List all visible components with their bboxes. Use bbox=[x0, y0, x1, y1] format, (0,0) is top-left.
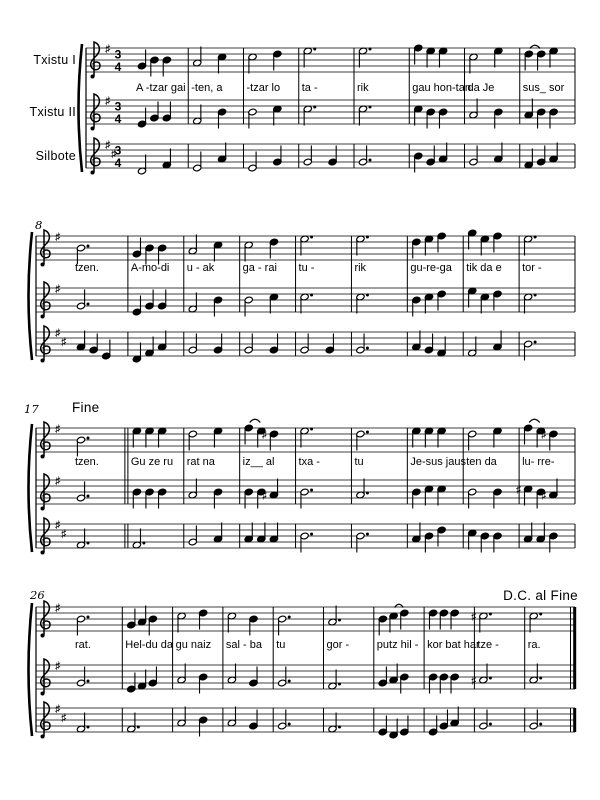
sharp-icon: ♯ bbox=[111, 148, 117, 160]
dotted-half-note bbox=[358, 47, 371, 67]
augmentation-dot bbox=[313, 48, 316, 51]
measure bbox=[191, 47, 226, 172]
tie bbox=[250, 419, 261, 422]
augmentation-dot bbox=[87, 542, 90, 545]
dotted-half-note bbox=[300, 293, 313, 313]
half-note bbox=[469, 99, 478, 119]
augmentation-dot bbox=[539, 677, 542, 680]
quarter-note bbox=[480, 235, 489, 255]
quarter-note bbox=[549, 143, 558, 163]
system-brace bbox=[29, 232, 33, 360]
half-note bbox=[248, 53, 257, 73]
sharp-icon: ♯ bbox=[61, 336, 67, 348]
quarter-note bbox=[389, 612, 398, 632]
augmentation-dot bbox=[310, 489, 313, 492]
augmentation-dot bbox=[310, 428, 313, 431]
half-note bbox=[177, 707, 186, 727]
quarter-note bbox=[145, 337, 154, 357]
sharp-icon: ♯ bbox=[105, 139, 111, 151]
augmentation-dot bbox=[366, 236, 369, 239]
quarter-note bbox=[414, 105, 423, 125]
system-brace bbox=[29, 603, 33, 736]
quarter-note bbox=[213, 427, 222, 447]
dotted-half-note bbox=[529, 664, 542, 684]
augmentation-dot bbox=[489, 677, 492, 680]
quarter-note bbox=[257, 523, 266, 543]
staff-txistu-1 bbox=[36, 607, 575, 631]
instrument-label-txistu-2: Txistu II bbox=[29, 105, 76, 119]
dotted-half-note bbox=[356, 293, 369, 313]
sharp-icon: ♯ bbox=[541, 429, 547, 441]
lyric-text: lu- rre- bbox=[522, 456, 555, 468]
quarter-note bbox=[439, 143, 448, 163]
augmentation-dot bbox=[369, 106, 372, 109]
dotted-half-note bbox=[358, 105, 371, 125]
half-note bbox=[468, 337, 477, 357]
augmentation-dot bbox=[366, 492, 369, 495]
dotted-half-note bbox=[303, 47, 316, 67]
sharp-icon: ♯ bbox=[261, 429, 267, 441]
quarter-note bbox=[76, 331, 85, 351]
time-signature-numerator: 3 bbox=[114, 99, 122, 114]
quarter-note bbox=[145, 427, 154, 447]
quarter-note bbox=[494, 47, 503, 67]
sharp-icon: ♯ bbox=[541, 490, 547, 502]
half-note bbox=[469, 53, 478, 73]
dotted-half-note bbox=[328, 606, 341, 626]
fine-marking: Fine bbox=[72, 400, 100, 415]
lyric-text: tzen. bbox=[75, 456, 99, 468]
half-note bbox=[177, 612, 186, 632]
lyric-text: putz hil - bbox=[376, 639, 419, 651]
half-note bbox=[188, 235, 197, 255]
quarter-note bbox=[213, 241, 222, 261]
quarter-note bbox=[480, 293, 489, 313]
quarter-note bbox=[437, 485, 446, 505]
quarter-note bbox=[218, 53, 227, 73]
measure bbox=[412, 44, 471, 172]
augmentation-dot bbox=[489, 613, 492, 616]
time-signature-numerator: 3 bbox=[114, 143, 122, 158]
quarter-note bbox=[213, 523, 222, 543]
augmentation-dot bbox=[366, 533, 369, 536]
measure bbox=[354, 235, 369, 354]
lyric-text: -tzar lo bbox=[246, 82, 281, 94]
lyric-text: gor - bbox=[326, 639, 350, 651]
lyric-text: rat. bbox=[75, 639, 91, 651]
augmentation-dot bbox=[534, 341, 537, 344]
quarter-note bbox=[412, 331, 421, 351]
augmentation-dot bbox=[489, 723, 492, 726]
time-signature-denominator: 4 bbox=[114, 60, 122, 74]
staff-txistu-2 bbox=[36, 665, 575, 689]
dotted-half-note bbox=[356, 479, 369, 499]
measure bbox=[75, 436, 99, 549]
lyric-text: txa - bbox=[298, 456, 320, 468]
quarter-note bbox=[389, 719, 398, 739]
half-note bbox=[188, 293, 197, 313]
augmentation-dot bbox=[137, 726, 140, 729]
measure-number: 8 bbox=[35, 218, 43, 232]
half-note bbox=[137, 155, 146, 175]
augmentation-dot bbox=[366, 347, 369, 350]
quarter-note bbox=[439, 47, 448, 67]
augmentation-dot bbox=[369, 48, 372, 51]
augmentation-dot bbox=[87, 726, 90, 729]
half-note bbox=[193, 105, 202, 125]
measure bbox=[377, 604, 419, 739]
music-system-4 bbox=[29, 601, 577, 739]
sharp-icon: ♯ bbox=[55, 602, 61, 614]
quarter-note bbox=[536, 523, 545, 543]
augmentation-dot bbox=[288, 723, 291, 726]
quarter-note bbox=[132, 343, 141, 363]
dotted-half-note bbox=[132, 529, 145, 549]
measure bbox=[75, 244, 111, 360]
quarter-note bbox=[158, 331, 167, 351]
quarter-note bbox=[158, 427, 167, 447]
half-note bbox=[177, 664, 186, 684]
quarter-note bbox=[468, 287, 477, 307]
lyric-text: rik bbox=[357, 82, 369, 94]
augmentation-dot bbox=[313, 106, 316, 109]
sharp-icon: ♯ bbox=[55, 475, 61, 487]
quarter-note bbox=[218, 143, 227, 163]
augmentation-dot bbox=[288, 616, 291, 619]
instrument-label-silbote: Silbote bbox=[35, 149, 76, 163]
augmentation-dot bbox=[288, 680, 291, 683]
quarter-note bbox=[424, 427, 433, 447]
time-signature-numerator: 3 bbox=[114, 47, 122, 62]
quarter-note bbox=[468, 229, 477, 249]
quarter-note bbox=[437, 427, 446, 447]
measure bbox=[131, 427, 173, 549]
half-note bbox=[227, 664, 236, 684]
augmentation-dot bbox=[310, 533, 313, 536]
lyric-text: tik da e bbox=[466, 262, 502, 274]
dotted-half-note bbox=[529, 612, 542, 632]
quarter-note bbox=[137, 670, 146, 690]
music-system-1 bbox=[79, 42, 576, 175]
lyric-text: Je-sus jaus bbox=[410, 456, 466, 468]
lyric-text: A -tzar gai bbox=[136, 82, 186, 94]
lyric-text: da Je bbox=[467, 82, 495, 94]
sharp-icon: ♯ bbox=[55, 231, 61, 243]
dotted-half-note bbox=[303, 105, 316, 125]
measure bbox=[187, 427, 223, 546]
augmentation-dot bbox=[338, 619, 341, 622]
augmentation-dot bbox=[338, 683, 341, 686]
half-note bbox=[188, 479, 197, 499]
lyric-text: u - ak bbox=[186, 262, 215, 274]
quarter-note bbox=[437, 337, 446, 357]
quarter-note bbox=[524, 149, 533, 169]
augmentation-dot bbox=[539, 723, 542, 726]
quarter-note bbox=[493, 427, 502, 447]
lyric-text: kor bat har bbox=[427, 639, 480, 651]
measure bbox=[176, 609, 211, 736]
dc-al-fine-marking: D.C. al Fine bbox=[503, 588, 578, 603]
quarter-note bbox=[450, 707, 459, 727]
sharp-icon: ♯ bbox=[105, 43, 111, 55]
lyric-text: -ten, a bbox=[191, 82, 223, 94]
tie bbox=[529, 419, 540, 422]
time-signature-denominator: 4 bbox=[114, 156, 122, 170]
quarter-note bbox=[273, 105, 282, 125]
lyric-text: gu-re-ga bbox=[410, 262, 452, 274]
quarter-note bbox=[524, 523, 533, 543]
augmentation-dot bbox=[534, 294, 537, 297]
measure bbox=[427, 609, 480, 736]
sharp-icon: ♯ bbox=[55, 327, 61, 339]
measure bbox=[247, 50, 282, 172]
quarter-note bbox=[426, 47, 435, 67]
augmentation-dot bbox=[87, 437, 90, 440]
quarter-note bbox=[412, 523, 421, 543]
dotted-half-note bbox=[356, 235, 369, 255]
measure bbox=[468, 47, 503, 166]
lyric-text: ten da bbox=[466, 456, 497, 468]
quarter-note bbox=[516, 485, 533, 506]
sharp-icon: ♯ bbox=[55, 519, 61, 531]
lyric-text: tzen. bbox=[75, 262, 99, 274]
lyric-text: tor - bbox=[522, 262, 542, 274]
lyric-text: tu bbox=[276, 639, 286, 651]
quarter-note bbox=[389, 664, 398, 684]
lyric-text: tu bbox=[354, 456, 364, 468]
lyric-text: ra. bbox=[527, 639, 541, 651]
half-note bbox=[227, 707, 236, 727]
lyric-text: iz__ al bbox=[242, 456, 275, 468]
sharp-icon: ♯ bbox=[261, 490, 267, 502]
quarter-note bbox=[269, 293, 278, 313]
half-note bbox=[244, 241, 253, 261]
augmentation-dot bbox=[87, 303, 90, 306]
time-signature-denominator: 4 bbox=[114, 112, 122, 126]
sharp-icon: ♯ bbox=[61, 712, 67, 724]
instrument-label-txistu-1: Txistu I bbox=[33, 53, 76, 67]
sharp-icon: ♯ bbox=[55, 703, 61, 715]
lyric-text: A-mo-di bbox=[130, 262, 170, 274]
augmentation-dot bbox=[369, 159, 372, 162]
system-brace bbox=[79, 44, 83, 172]
lyric-text: ga - rai bbox=[242, 262, 277, 274]
augmentation-dot bbox=[534, 236, 537, 239]
quarter-note bbox=[137, 606, 146, 626]
quarter-note bbox=[424, 293, 433, 313]
augmentation-dot bbox=[87, 616, 90, 619]
dotted-half-note bbox=[524, 235, 537, 255]
quarter-note bbox=[468, 529, 477, 549]
lyric-text: tu - bbox=[298, 262, 315, 274]
quarter-note bbox=[424, 485, 433, 505]
dotted-half-note bbox=[328, 713, 341, 733]
sharp-icon: ♯ bbox=[471, 611, 477, 623]
half-note bbox=[193, 47, 202, 67]
quarter-note bbox=[424, 235, 433, 255]
lyric-text: Gu ze ru bbox=[130, 456, 174, 468]
measure-number: 26 bbox=[30, 588, 45, 602]
lyric-text: rat na bbox=[186, 456, 215, 468]
lyric-text: ta - bbox=[301, 82, 318, 94]
measure bbox=[302, 47, 337, 166]
quarter-note bbox=[493, 331, 502, 351]
staff-silbote bbox=[36, 708, 575, 732]
measure bbox=[299, 235, 335, 354]
quarter-note bbox=[162, 149, 171, 169]
measure-number: 17 bbox=[24, 402, 39, 416]
sharp-icon: ♯ bbox=[105, 95, 111, 107]
augmentation-dot bbox=[310, 236, 313, 239]
half-note bbox=[227, 612, 236, 632]
lyric-text: rik bbox=[354, 262, 367, 274]
sharp-icon: ♯ bbox=[55, 423, 61, 435]
quarter-note bbox=[132, 427, 141, 447]
sharp-icon: ♯ bbox=[55, 660, 61, 672]
lyric-text: gau hon-tan bbox=[412, 82, 471, 94]
sharp-icon: ♯ bbox=[471, 675, 477, 687]
sharp-icon: ♯ bbox=[516, 484, 522, 496]
music-system-2 bbox=[29, 229, 576, 363]
augmentation-dot bbox=[539, 613, 542, 616]
quarter-note bbox=[412, 427, 421, 447]
dotted-half-note bbox=[328, 670, 341, 690]
augmentation-dot bbox=[87, 680, 90, 683]
dotted-half-note bbox=[300, 427, 313, 447]
augmentation-dot bbox=[87, 495, 90, 498]
measure bbox=[75, 615, 91, 733]
augmentation-dot bbox=[366, 294, 369, 297]
lyric-text: sus_ sor bbox=[522, 82, 565, 94]
lyric-text: tze - bbox=[477, 639, 499, 651]
augmentation-dot bbox=[366, 431, 369, 434]
dotted-half-note bbox=[524, 293, 537, 313]
augmentation-dot bbox=[338, 726, 341, 729]
lyric-text: Hel-du da bbox=[125, 639, 174, 651]
measure bbox=[276, 615, 291, 730]
augmentation-dot bbox=[142, 542, 145, 545]
sharp-icon: ♯ bbox=[55, 283, 61, 295]
measure bbox=[243, 238, 279, 354]
augmentation-dot bbox=[87, 245, 90, 248]
sharp-icon: ♯ bbox=[61, 528, 67, 540]
dotted-half-note bbox=[127, 713, 140, 733]
lyric-text: gu naiz bbox=[175, 639, 212, 651]
lyric-text: sal - ba bbox=[225, 639, 262, 651]
dotted-half-note bbox=[76, 713, 89, 733]
measure bbox=[357, 47, 372, 166]
quarter-note bbox=[244, 523, 253, 543]
augmentation-dot bbox=[310, 294, 313, 297]
music-system-3 bbox=[29, 419, 576, 554]
quarter-note bbox=[524, 99, 533, 119]
system-brace bbox=[29, 424, 33, 552]
quarter-note bbox=[549, 47, 558, 67]
dotted-half-note bbox=[300, 235, 313, 255]
quarter-note bbox=[269, 523, 278, 543]
dotted-half-note bbox=[76, 529, 89, 549]
quarter-note bbox=[494, 143, 503, 163]
measure bbox=[354, 430, 369, 552]
